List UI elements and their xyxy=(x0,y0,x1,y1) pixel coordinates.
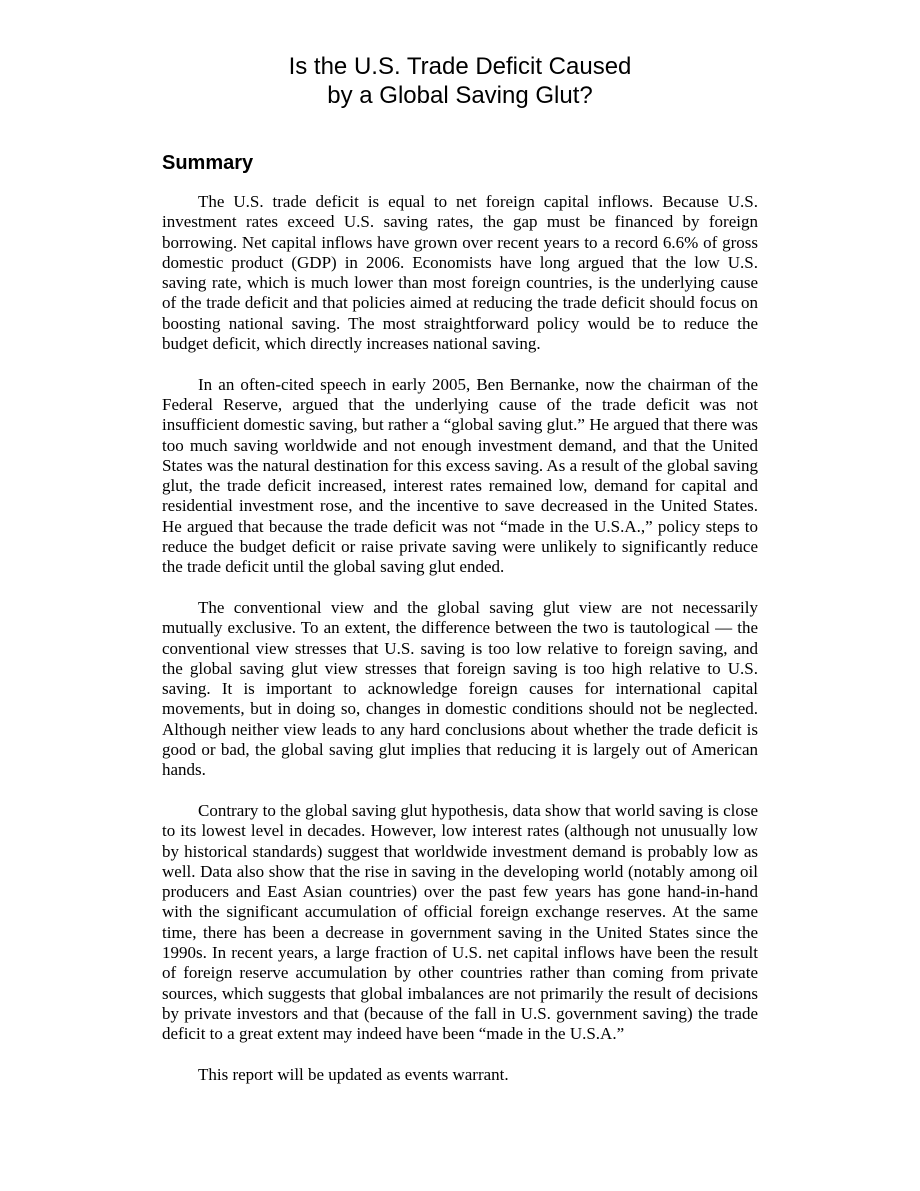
summary-paragraph-4: Contrary to the global saving glut hypothesis, data show that world saving is close to its lowest level in decades. However, low interest rates (although not unusually low by historical standards) suggest that worldwide investment demand is probably low as well. Data also show that the rise in saving in the developing world (notably among oil producers and East Asian countries) over the past few years has gone hand-in-hand with the significant accumulation of official foreign exchange reserves. At the same time, there has been a decrease in government saving in the United States since the 1990s. In recent years, a large fraction of U.S. net capital inflows have been the result of foreign reserve accumulation by other countries rather than coming from private sources, which suggests that global imbalances are not primarily the result of decisions by private investors and that (because of the fall in U.S. government saving) the trade deficit to a great extent may indeed have been “made in the U.S.A.” xyxy=(162,800,758,1044)
summary-paragraph-3: The conventional view and the global saving glut view are not necessarily mutually exclusive. To an extent, the difference between the two is tautological — the conventional view stresses that U.S. saving is too low relative to foreign saving, and the global saving glut view stresses that foreign saving is too high relative to U.S. saving. It is important to acknowledge foreign causes for international capital movements, but in doing so, changes in domestic conditions should not be neglected. Although neither view leads to any hard conclusions about whether the trade deficit is good or bad, the global saving glut implies that reducing it is largely out of American hands. xyxy=(162,597,758,780)
summary-heading: Summary xyxy=(162,152,254,174)
summary-paragraph-1: The U.S. trade deficit is equal to net foreign capital inflows. Because U.S. investment rates exceed U.S. saving rates, the gap must be financed by foreign borrowing. Net capital inflows have grown over recent years to a record 6.6% of gross domestic product (GDP) in 2006. Economists have long argued that the low U.S. saving rate, which is much lower than most foreign countries, is the underlying cause of the trade deficit and that policies aimed at reducing the trade deficit should focus on boosting national saving. The most straightforward policy would be to reduce the budget deficit, which directly increases national saving. xyxy=(162,192,758,354)
summary-body xyxy=(162,192,758,1085)
update-note: This report will be updated as events warrant. xyxy=(198,1064,509,1084)
document-title-line-2: by a Global Saving Glut? xyxy=(327,82,593,109)
document-page xyxy=(162,52,758,1105)
document-title-line-1: Is the U.S. Trade Deficit Caused xyxy=(288,53,632,80)
summary-paragraph-2: In an often-cited speech in early 2005, Ben Bernanke, now the chairman of the Federal Reserve, argued that the underlying cause of the trade deficit was not insufficient domestic saving, but rather a “global saving glut.” He argued that there was too much saving worldwide and not enough investment demand, and that the United States was the natural destination for this excess saving. As a result of the global saving glut, the trade deficit increased, interest rates remained low, demand for capital and residential investment rose, and the incentive to save decreased in the United States. He argued that because the trade deficit was not “made in the U.S.A.,” policy steps to reduce the budget deficit or raise private saving were unlikely to significantly reduce the trade deficit until the global saving glut ended. xyxy=(162,374,758,577)
document-title xyxy=(162,52,758,110)
